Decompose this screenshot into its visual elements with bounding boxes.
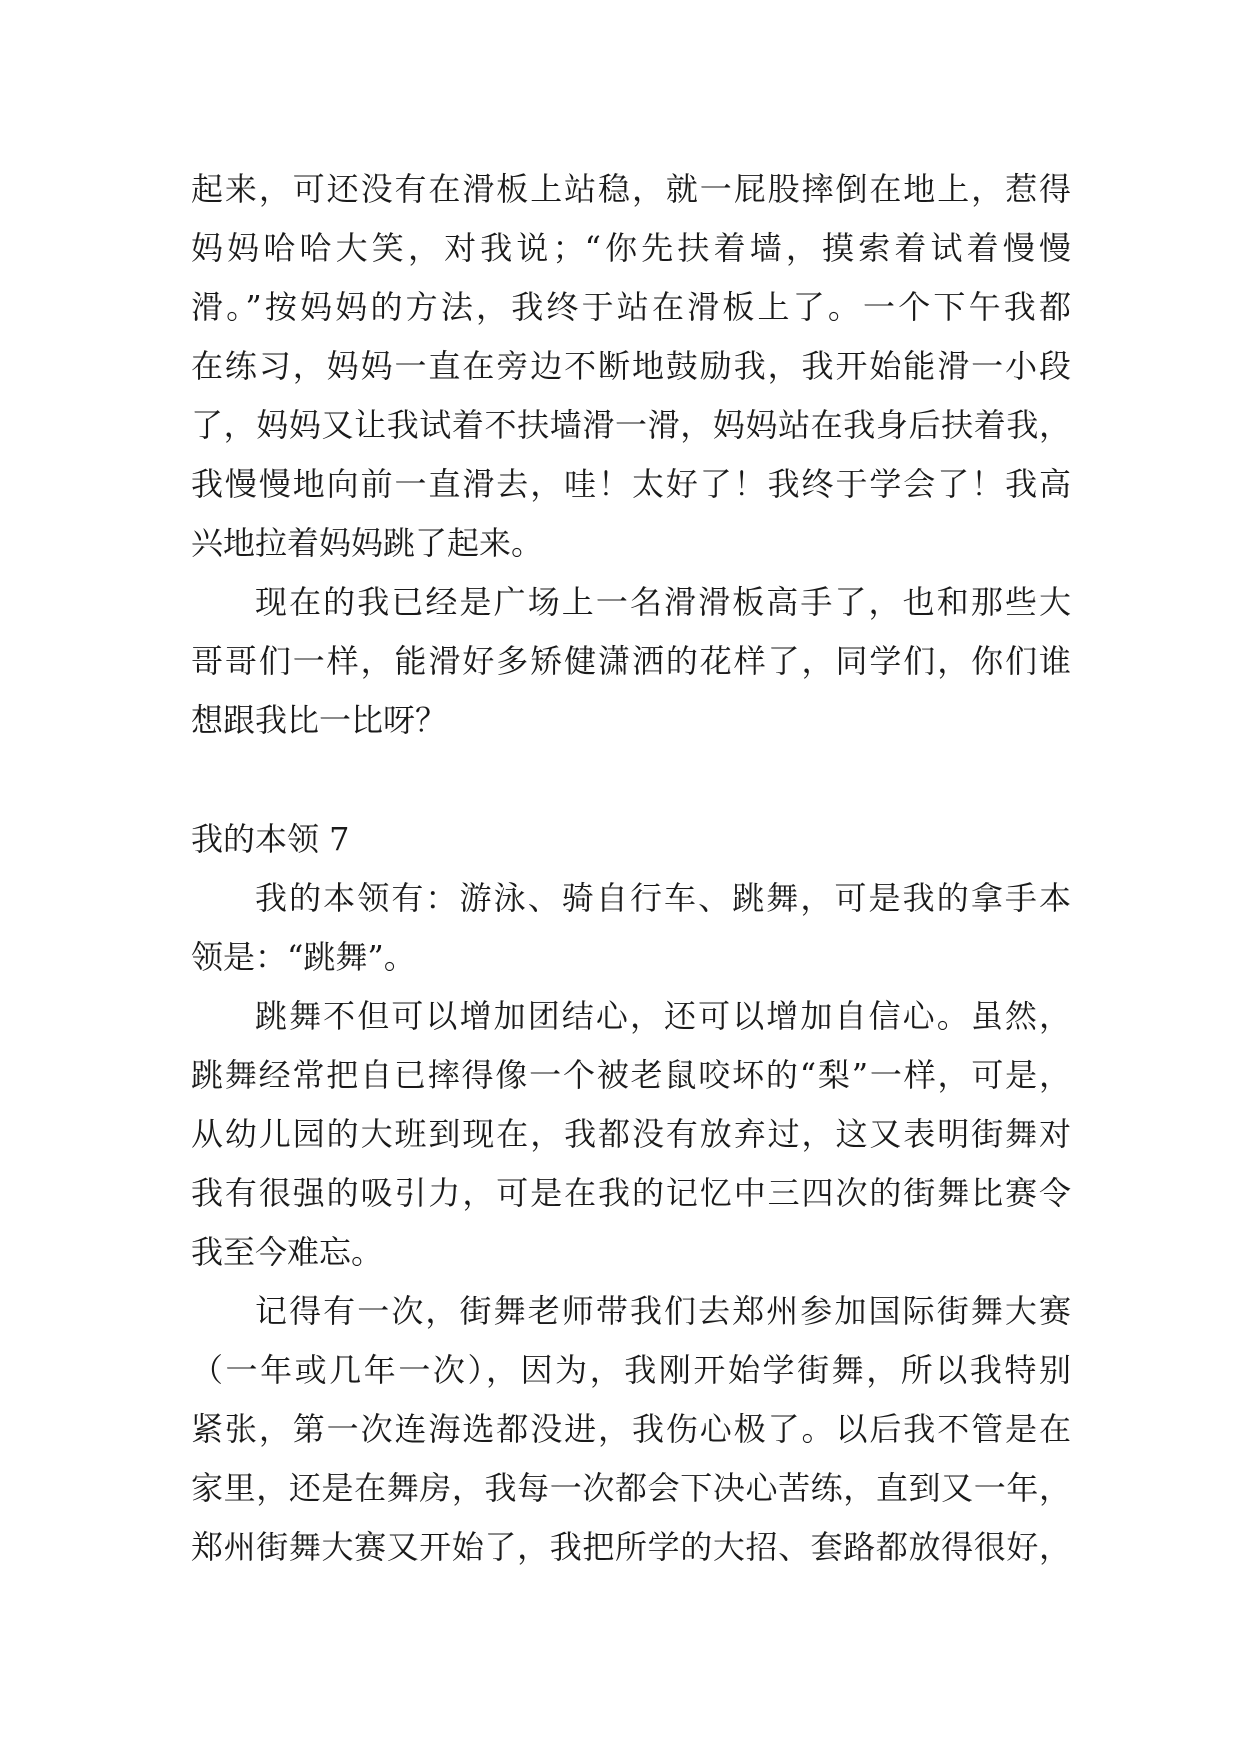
text-line: （一年或几年一次），因为，我刚开始学街舞，所以我特别 (191, 1351, 1071, 1389)
text-line: 家里，还是在舞房，我每一次都会下决心苦练，直到又一年， (191, 1469, 1071, 1507)
text-line: 郑州街舞大赛又开始了，我把所学的大招、套路都放得很好， (191, 1528, 1071, 1566)
document-body (191, 160, 1071, 1577)
text-line: 兴地拉着妈妈跳了起来。 (191, 524, 544, 562)
paragraph (191, 573, 1071, 750)
text-line: 我有很强的吸引力，可是在我的记忆中三四次的街舞比赛令 (191, 1174, 1071, 1212)
section-title: 我的本领 7 (191, 820, 350, 858)
text-line: 了，妈妈又让我试着不扶墙滑一滑，妈妈站在我身后扶着我， (191, 406, 1071, 444)
text-line: 记得有一次，街舞老师带我们去郑州参加国际街舞大赛 (255, 1292, 1071, 1330)
text-line: 紧张，第一次连海选都没进，我伤心极了。以后我不管是在 (191, 1410, 1071, 1448)
text-line: 想跟我比一比呀？ (191, 701, 448, 739)
paragraph (191, 1282, 1071, 1577)
paragraph (191, 869, 1071, 987)
text-line: 在练习，妈妈一直在旁边不断地鼓励我，我开始能滑一小段 (191, 347, 1071, 385)
paragraph (191, 987, 1071, 1282)
text-line: 我的本领有：游泳、骑自行车、跳舞，可是我的拿手本 (255, 879, 1071, 917)
text-line: 跳舞经常把自已摔得像一个被老鼠咬坏的“梨”一样，可是， (191, 1056, 1071, 1094)
text-line: 滑。”按妈妈的方法，我终于站在滑板上了。一个下午我都 (191, 288, 1071, 326)
text-line: 哥哥们一样，能滑好多矫健潇洒的花样了，同学们，你们谁 (191, 642, 1071, 680)
text-line: 起来，可还没有在滑板上站稳，就一屁股摔倒在地上，惹得 (191, 170, 1071, 208)
text-line: 领是：“跳舞”。 (191, 938, 416, 976)
text-line: 从幼儿园的大班到现在，我都没有放弃过，这又表明街舞对 (191, 1115, 1071, 1153)
text-line: 现在的我已经是广场上一名滑滑板高手了，也和那些大 (255, 583, 1071, 621)
text-line: 我至今难忘。 (191, 1233, 384, 1271)
section-gap (191, 750, 1071, 810)
paragraph (191, 160, 1071, 573)
text-line: 我慢慢地向前一直滑去，哇！太好了！我终于学会了！我高 (191, 465, 1071, 503)
text-line: 跳舞不但可以增加团结心，还可以增加自信心。虽然， (255, 997, 1071, 1035)
text-line: 妈妈哈哈大笑，对我说；“你先扶着墙，摸索着试着慢慢 (191, 229, 1071, 267)
